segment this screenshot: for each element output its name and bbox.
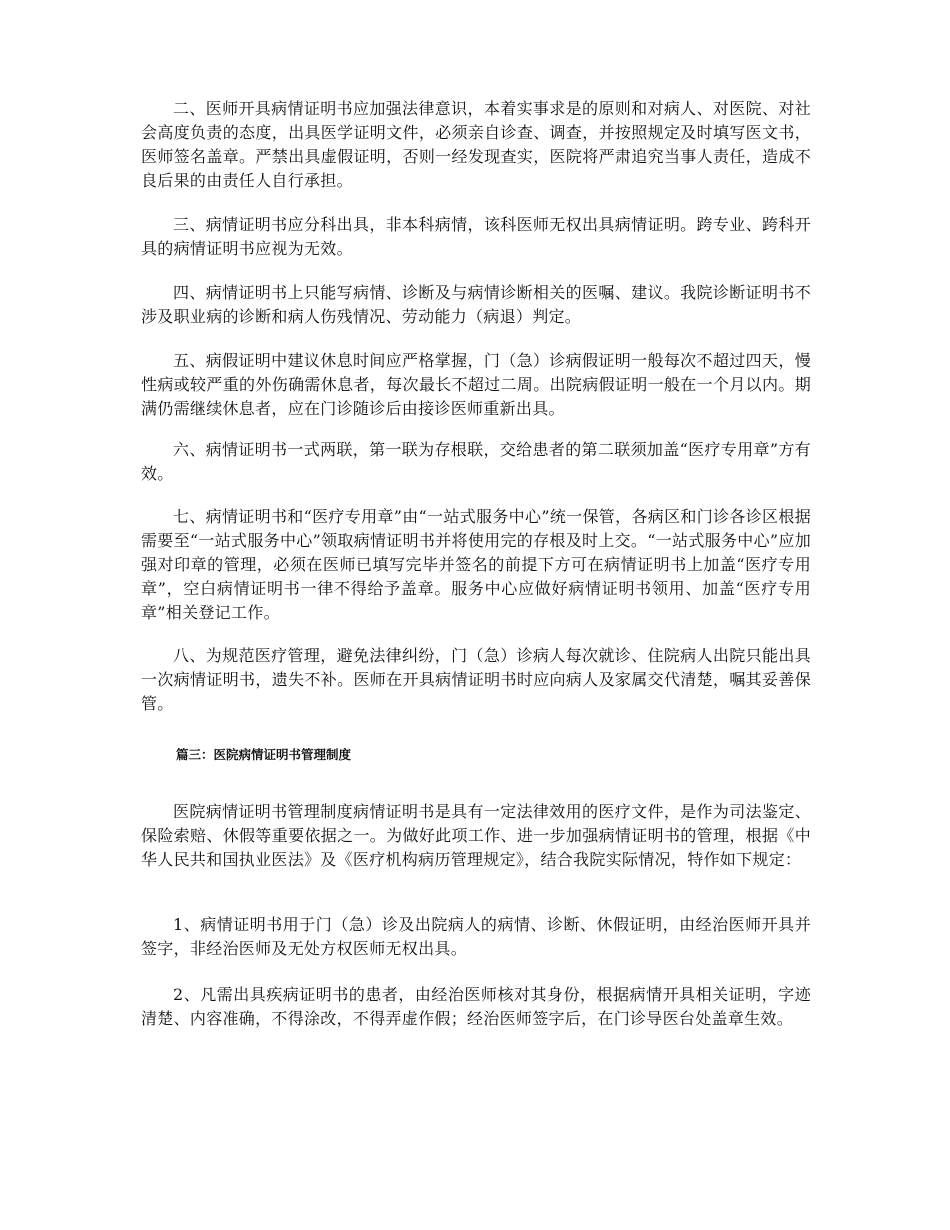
paragraph-item-6: 六、病情证明书一式两联，第一联为存根联，交给患者的第二联须加盖“医疗专用章”方有效。 bbox=[141, 440, 811, 483]
paragraph-item-2: 二、医师开具病情证明书应加强法律意识，本着实事求是的原则和对病人、对医院、对社会高度负责的态度，出具医学证明文件，必须亲自诊查、调查，并按照规定及时填写医文书，医师签名盖章。严禁出具虚假证明，否则一经发现查实，医院将严肃追究当事人责任，造成不良后果的由责任人自行承担。 bbox=[141, 99, 811, 190]
paragraph-item-4: 四、病情证明书上只能写病情、诊断及与病情诊断相关的医嘱、建议。我院诊断证明书不涉及职业病的诊断和病人伤残情况、劳动能力（病退）判定。 bbox=[141, 283, 811, 326]
paragraph-item-3: 三、病情证明书应分科出具，非本科病情，该科医师无权出具病情证明。跨专业、跨科开具的病情证明书应视为无效。 bbox=[141, 215, 811, 258]
paragraph-item-8: 八、为规范医疗管理，避免法律纠纷，门（急）诊病人每次就诊、住院病人出院只能出具一次病情证明书，遗失不补。医师在开具病情证明书时应向病人及家属交代清楚，嘱其妥善保管。 bbox=[141, 646, 811, 713]
section-heading: 篇三：医院病情证明书管理制度 bbox=[176, 747, 352, 762]
paragraph-item-7: 七、病情证明书和“医疗专用章”由“一站式服务中心”统一保管，各病区和门诊各诊区根据需要至“一站式服务中心”领取病情证明书并将使用完的存根及时上交。“一站式服务中心”应加强对印章的管理，必须在医师已填写完毕并签名的前提下方可在病情证明书上加盖“医疗专用章”，空白病情证明书一律不得给予盖章。服务中心应做好病情证明书领用、加盖“医疗专用章”相关登记工作。 bbox=[141, 507, 811, 622]
rule-paragraph-2: 2、凡需出具疾病证明书的患者，由经治医师核对其身份，根据病情开具相关证明，字迹清楚、内容准确，不得涂改，不得弄虚作假；经治医师签字后，在门诊导医台处盖章生效。 bbox=[141, 985, 811, 1028]
intro-paragraph: 医院病情证明书管理制度病情证明书是具有一定法律效用的医疗文件，是作为司法鉴定、保险索赔、休假等重要依据之一。为做好此项工作、进一步加强病情证明书的管理，根据《中华人民共和国执业医法》及《医疗机构病历管理规定》，结合我院实际情况，特作如下规定： bbox=[141, 802, 811, 869]
rule-paragraph-1: 1、病情证明书用于门（急）诊及出院病人的病情、诊断、休假证明，由经治医师开具并签字，非经治医师及无处方权医师无权出具。 bbox=[141, 915, 811, 958]
paragraph-item-5: 五、病假证明中建议休息时间应严格掌握，门（急）诊病假证明一般每次不超过四天，慢性病或较严重的外伤确需休息者，每次最长不超过二周。出院病假证明一般在一个月以内。期满仍需继续休息者，应在门诊随诊后由接诊医师重新出具。 bbox=[141, 351, 811, 418]
